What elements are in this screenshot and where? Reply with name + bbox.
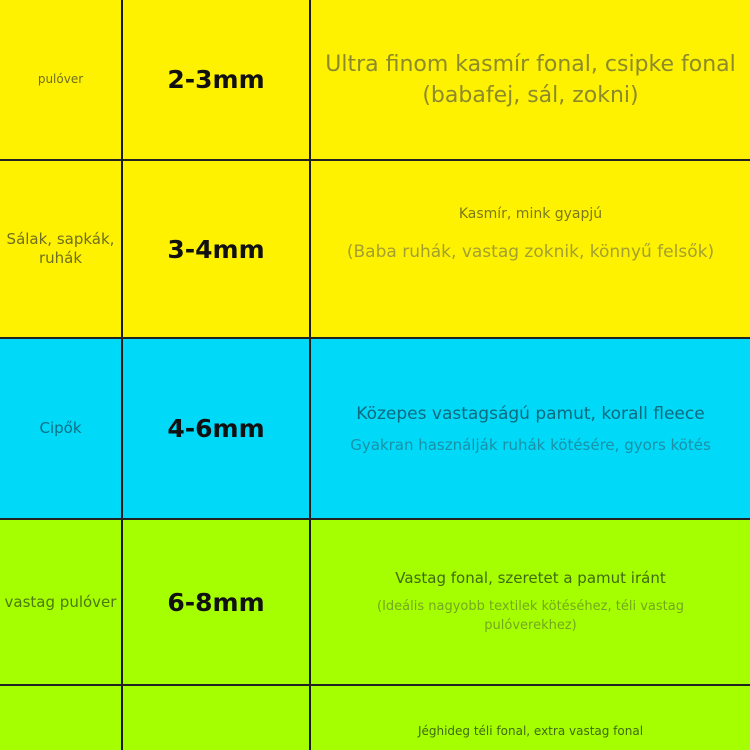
description-main: Vastag fonal, szeretet a pamut iránt [395,569,666,587]
description-sub: (Ideális nagyobb textilek kötéséhez, téli vastag pulóverekhez) [377,599,684,633]
table-row [0,161,750,337]
description-cell [311,520,750,684]
description-cell [311,161,750,337]
table-row [0,0,750,159]
description-main: Kasmír, mink gyapjú [458,206,603,222]
size-cell: 4-6mm [167,414,265,443]
size-cell: 2-3mm [167,65,265,94]
table-row [0,339,750,518]
size-cell: 6-8mm [167,587,265,617]
size-cell: 3-4mm [167,234,265,264]
description-cell [311,339,750,518]
description-main: Jéghideg téli fonal, extra vastag fonal [417,724,644,738]
description-main: Közepes vastagságú pamut, korall fleece [356,403,705,424]
description-main: Ultra finom kasmír fonal, csipke fonal (babafej, sál, zokni) [325,51,736,108]
description-sub: (Baba ruhák, vastag zoknik, könnyű felsők) [346,242,715,262]
use-cell: Cipők [39,419,82,437]
use-cell: Sálak, sapkák, ruhák [6,230,115,267]
table-row [0,686,750,750]
description-cell [311,686,750,750]
use-cell: pulóver [37,72,84,86]
table-row [0,520,750,684]
description-cell [311,0,750,159]
description-sub: Gyakran használják ruhák kötésére, gyors kötés [350,435,711,454]
use-cell: vastag pulóver [4,592,117,611]
